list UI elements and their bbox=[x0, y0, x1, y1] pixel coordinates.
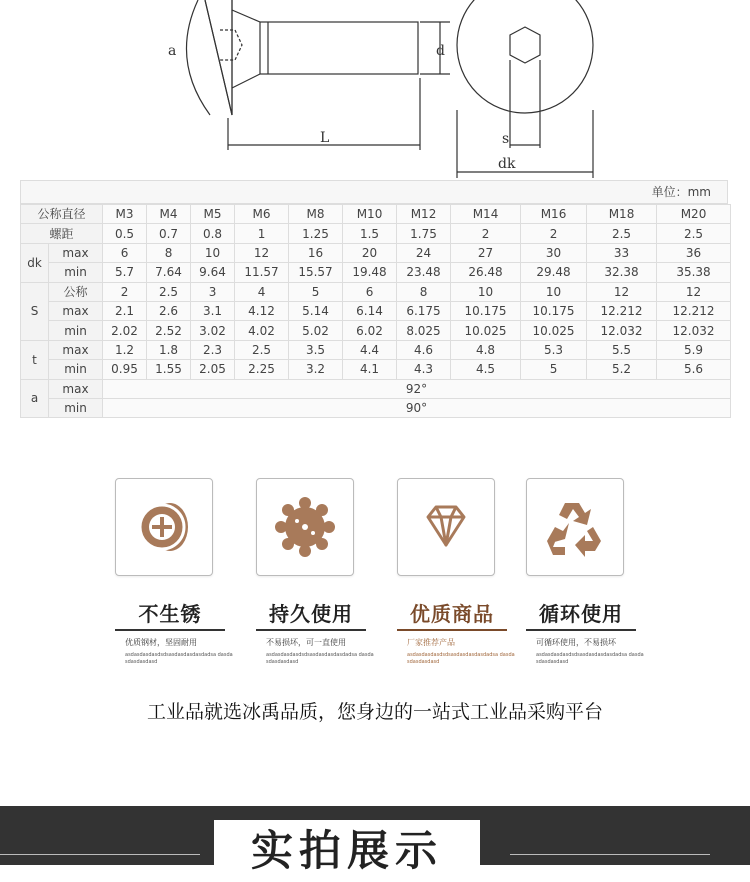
dk-max-cell: 6 bbox=[103, 243, 147, 262]
sub-label: min bbox=[49, 263, 103, 282]
pitch-cell: 1 bbox=[235, 224, 289, 243]
screw-diagram bbox=[20, 0, 730, 180]
s-min-cell: 6.02 bbox=[343, 321, 397, 340]
sub-label: max bbox=[49, 243, 103, 262]
diamond-icon bbox=[416, 497, 476, 557]
t-max-cell: 1.8 bbox=[147, 340, 191, 359]
group-label: a bbox=[21, 379, 49, 418]
s-max-cell: 10.175 bbox=[521, 301, 587, 320]
s-max-cell: 12.212 bbox=[587, 301, 657, 320]
feature-small-text: asdasdasdasdsdsasdasdasdasdadsa dasdasdasdasdasd bbox=[407, 652, 515, 665]
s-min-cell: 8.025 bbox=[397, 321, 451, 340]
footer-right-line bbox=[510, 854, 710, 855]
pitch-cell: 1.75 bbox=[397, 224, 451, 243]
size-cell: M18 bbox=[587, 205, 657, 224]
table-row-sizes bbox=[21, 205, 731, 224]
size-cell: M12 bbox=[397, 205, 451, 224]
t-max-cell: 4.6 bbox=[397, 340, 451, 359]
recycle-icon bbox=[543, 497, 607, 557]
t-max-cell: 2.3 bbox=[191, 340, 235, 359]
s-max-cell: 2.6 bbox=[147, 301, 191, 320]
gear-icon bbox=[275, 497, 335, 557]
pitch-cell: 2.5 bbox=[587, 224, 657, 243]
group-label: t bbox=[21, 340, 49, 379]
t-min-cell: 5.6 bbox=[657, 360, 731, 379]
dk-min-cell: 35.38 bbox=[657, 263, 731, 282]
s-nominal-cell: 4 bbox=[235, 282, 289, 301]
pitch-cell: 0.7 bbox=[147, 224, 191, 243]
s-nominal-cell: 8 bbox=[397, 282, 451, 301]
label-dk: dk bbox=[498, 156, 516, 172]
sub-label: max bbox=[49, 301, 103, 320]
dk-min-cell: 32.38 bbox=[587, 263, 657, 282]
table-row-s-max bbox=[21, 301, 731, 320]
t-max-cell: 4.4 bbox=[343, 340, 397, 359]
t-max-cell: 3.5 bbox=[289, 340, 343, 359]
t-min-cell: 2.05 bbox=[191, 360, 235, 379]
screw-drawing bbox=[20, 0, 730, 180]
s-max-cell: 4.12 bbox=[235, 301, 289, 320]
spec-table bbox=[20, 204, 731, 418]
pitch-cell: 0.5 bbox=[103, 224, 147, 243]
pitch-cell: 1.5 bbox=[343, 224, 397, 243]
section-title: 实拍展示 bbox=[214, 820, 480, 880]
feature-recyclable bbox=[516, 478, 646, 666]
dk-max-cell: 10 bbox=[191, 243, 235, 262]
table-row-t-min bbox=[21, 360, 731, 379]
feature-quality bbox=[387, 478, 517, 666]
s-min-cell: 12.032 bbox=[657, 321, 731, 340]
dk-max-cell: 20 bbox=[343, 243, 397, 262]
dk-min-cell: 11.57 bbox=[235, 263, 289, 282]
size-cell: M4 bbox=[147, 205, 191, 224]
row-label: 螺距 bbox=[21, 224, 103, 243]
s-max-cell: 3.1 bbox=[191, 301, 235, 320]
feature-icon-box bbox=[397, 478, 495, 576]
label-d: d bbox=[436, 43, 445, 59]
size-cell: M20 bbox=[657, 205, 731, 224]
feature-underline bbox=[115, 629, 225, 631]
t-max-cell: 5.3 bbox=[521, 340, 587, 359]
s-max-cell: 6.175 bbox=[397, 301, 451, 320]
size-cell: M8 bbox=[289, 205, 343, 224]
pitch-cell: 2 bbox=[451, 224, 521, 243]
s-nominal-cell: 3 bbox=[191, 282, 235, 301]
size-cell: M5 bbox=[191, 205, 235, 224]
dk-min-cell: 15.57 bbox=[289, 263, 343, 282]
s-min-cell: 4.02 bbox=[235, 321, 289, 340]
feature-title: 循环使用 bbox=[539, 602, 623, 626]
t-min-cell: 4.3 bbox=[397, 360, 451, 379]
size-cell: M3 bbox=[103, 205, 147, 224]
s-nominal-cell: 12 bbox=[587, 282, 657, 301]
dk-min-cell: 5.7 bbox=[103, 263, 147, 282]
feature-icon-box bbox=[526, 478, 624, 576]
section-header-bar bbox=[0, 806, 750, 875]
group-label: S bbox=[21, 282, 49, 340]
s-max-cell: 12.212 bbox=[657, 301, 731, 320]
a-min-cell: 90° bbox=[103, 398, 731, 417]
feature-small-text: asdasdasdasdsdsasdasdasdasdadsa dasdasdasdasdasd bbox=[125, 652, 233, 665]
t-max-cell: 5.9 bbox=[657, 340, 731, 359]
pitch-cell: 2 bbox=[521, 224, 587, 243]
s-min-cell: 5.02 bbox=[289, 321, 343, 340]
s-nominal-cell: 2.5 bbox=[147, 282, 191, 301]
feature-title: 不生锈 bbox=[138, 602, 202, 626]
feature-section bbox=[105, 478, 645, 668]
dk-min-cell: 29.48 bbox=[521, 263, 587, 282]
feature-underline bbox=[397, 629, 507, 631]
s-nominal-cell: 12 bbox=[657, 282, 731, 301]
s-nominal-cell: 2 bbox=[103, 282, 147, 301]
feature-durable bbox=[246, 478, 376, 666]
s-min-cell: 12.032 bbox=[587, 321, 657, 340]
s-min-cell: 10.025 bbox=[521, 321, 587, 340]
t-min-cell: 5.2 bbox=[587, 360, 657, 379]
sub-label: min bbox=[49, 360, 103, 379]
pitch-cell: 0.8 bbox=[191, 224, 235, 243]
feature-title: 优质商品 bbox=[410, 602, 494, 626]
t-max-cell: 1.2 bbox=[103, 340, 147, 359]
t-min-cell: 4.5 bbox=[451, 360, 521, 379]
s-min-cell: 2.52 bbox=[147, 321, 191, 340]
s-max-cell: 6.14 bbox=[343, 301, 397, 320]
table-row-dk-min bbox=[21, 263, 731, 282]
dk-min-cell: 23.48 bbox=[397, 263, 451, 282]
feature-subtitle: 不易损坏，可一直使用 bbox=[266, 638, 346, 647]
feature-subtitle: 厂家推荐产品 bbox=[407, 638, 455, 647]
pitch-cell: 2.5 bbox=[657, 224, 731, 243]
t-max-cell: 4.8 bbox=[451, 340, 521, 359]
feature-icon-box bbox=[115, 478, 213, 576]
t-min-cell: 3.2 bbox=[289, 360, 343, 379]
table-row-t-max bbox=[21, 340, 731, 359]
table-row-a-min bbox=[21, 398, 731, 417]
row-label: 公称直径 bbox=[21, 205, 103, 224]
feature-underline bbox=[256, 629, 366, 631]
sub-label: max bbox=[49, 379, 103, 398]
table-row-dk-max bbox=[21, 243, 731, 262]
pitch-cell: 1.25 bbox=[289, 224, 343, 243]
dk-max-cell: 24 bbox=[397, 243, 451, 262]
dk-max-cell: 27 bbox=[451, 243, 521, 262]
feature-small-text: asdasdasdasdsdsasdasdasdasdadsa dasdasdasdasdasd bbox=[536, 652, 644, 665]
t-min-cell: 4.1 bbox=[343, 360, 397, 379]
dk-min-cell: 7.64 bbox=[147, 263, 191, 282]
label-s: s bbox=[502, 131, 510, 147]
s-nominal-cell: 10 bbox=[451, 282, 521, 301]
s-nominal-cell: 10 bbox=[521, 282, 587, 301]
t-min-cell: 2.25 bbox=[235, 360, 289, 379]
feature-title: 持久使用 bbox=[269, 602, 353, 626]
table-row-s-nominal bbox=[21, 282, 731, 301]
s-nominal-cell: 5 bbox=[289, 282, 343, 301]
dk-max-cell: 12 bbox=[235, 243, 289, 262]
dk-max-cell: 33 bbox=[587, 243, 657, 262]
slogan: 工业品就选冰禹品质，您身边的一站式工业品采购平台 bbox=[146, 701, 603, 723]
s-max-cell: 5.14 bbox=[289, 301, 343, 320]
dk-min-cell: 19.48 bbox=[343, 263, 397, 282]
label-L: L bbox=[320, 130, 330, 146]
s-max-cell: 10.175 bbox=[451, 301, 521, 320]
table-row-s-min bbox=[21, 321, 731, 340]
s-max-cell: 2.1 bbox=[103, 301, 147, 320]
t-min-cell: 1.55 bbox=[147, 360, 191, 379]
sub-label: max bbox=[49, 340, 103, 359]
t-min-cell: 5 bbox=[521, 360, 587, 379]
table-row-a-max bbox=[21, 379, 731, 398]
sub-label: min bbox=[49, 398, 103, 417]
sub-label: 公称 bbox=[49, 282, 103, 301]
dk-max-cell: 16 bbox=[289, 243, 343, 262]
size-cell: M16 bbox=[521, 205, 587, 224]
unit-label: 单位：mm bbox=[20, 180, 728, 204]
t-max-cell: 2.5 bbox=[235, 340, 289, 359]
feature-rustproof bbox=[105, 478, 235, 666]
feature-small-text: asdasdasdasdsdsasdasdasdasdadsa dasdasdasdasdasd bbox=[266, 652, 374, 665]
size-cell: M6 bbox=[235, 205, 289, 224]
s-nominal-cell: 6 bbox=[343, 282, 397, 301]
dk-max-cell: 30 bbox=[521, 243, 587, 262]
s-min-cell: 2.02 bbox=[103, 321, 147, 340]
feature-underline bbox=[526, 629, 636, 631]
sub-label: min bbox=[49, 321, 103, 340]
dk-min-cell: 26.48 bbox=[451, 263, 521, 282]
table-row-pitch bbox=[21, 224, 731, 243]
dk-max-cell: 8 bbox=[147, 243, 191, 262]
footer-left-line bbox=[0, 854, 200, 855]
a-max-cell: 92° bbox=[103, 379, 731, 398]
s-min-cell: 10.025 bbox=[451, 321, 521, 340]
feature-icon-box bbox=[256, 478, 354, 576]
phillips-screw-icon bbox=[134, 497, 194, 557]
s-min-cell: 3.02 bbox=[191, 321, 235, 340]
dk-min-cell: 9.64 bbox=[191, 263, 235, 282]
t-min-cell: 0.95 bbox=[103, 360, 147, 379]
feature-subtitle: 优质钢材，坚固耐用 bbox=[125, 638, 197, 647]
head-angle-arc bbox=[186, 0, 210, 115]
label-a: a bbox=[168, 43, 177, 59]
size-cell: M10 bbox=[343, 205, 397, 224]
dk-max-cell: 36 bbox=[657, 243, 731, 262]
t-max-cell: 5.5 bbox=[587, 340, 657, 359]
size-cell: M14 bbox=[451, 205, 521, 224]
feature-subtitle: 可循环使用，不易损坏 bbox=[536, 638, 616, 647]
group-label: dk bbox=[21, 243, 49, 282]
